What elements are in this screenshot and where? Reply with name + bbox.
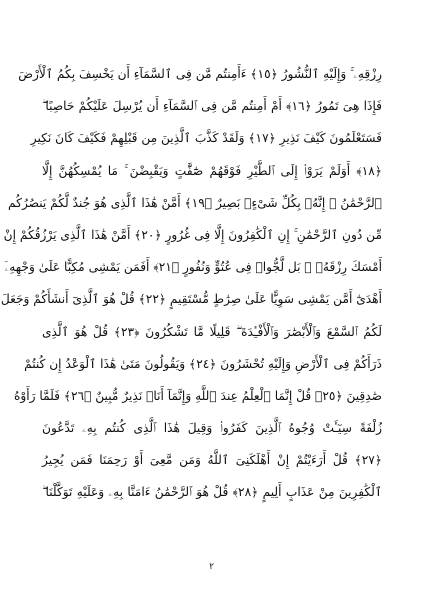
- verse-line: فَسَتَعْلَمُونَ كَيْفَ نَذِيرِ ﴿١٧﴾ وَلَقَدْ كَذَّبَ ٱلَّذِينَ مِن قَبْلِهِمْ فَكَيْفَ كَانَ نَكِيرِ: [30, 131, 382, 146]
- verse-line: ﴿٢٧﴾ قُلْ أَرَءَيْتُمْ إِنْ أَهْلَكَنِىَ ٱللَّهُ وَمَن مَّعِىَ أَوْ رَحِمَنَا فَمَن يُجِيرُ: [42, 453, 382, 468]
- verse-line: مِّن دُونِ ٱلرَّحْمَٰنِ ۚ إِنِ ٱلْكَٰفِرُونَ إِلَّا فِى غُرُورٍ ﴿٢٠﴾ أَمَّنْ هَٰذَا ٱلَّذِى يَرْزُقُكُمْ إِنْ: [3, 227, 382, 242]
- quran-text-block: [0, 58, 382, 509]
- verse-line: ٱلرَّحْمَٰنُ ۚ إِنَّهُۥ بِكُلِّ شَىْءٍۭ بَصِيرٌ ﴿١٩﴾ أَمَّنْ هَٰذَا ٱلَّذِى هُوَ جُندٌ لَّكُمْ يَنصُرُكُم: [8, 195, 382, 210]
- verse-line: زُلْفَةً سِيٓـَٔتْ وُجُوهُ ٱلَّذِينَ كَفَرُوا۟ وَقِيلَ هَٰذَا ٱلَّذِى كُنتُم بِهِۦ تَدَّعُونَ: [42, 421, 382, 436]
- verse-line: صَٰدِقِينَ ﴿٢٥﴾ قُلْ إِنَّمَا ٱلْعِلْمُ عِندَ ٱللَّهِ وَإِنَّمَآ أَنَا۠ نَذِيرٌ مُّبِينٌ ﴿٢٦﴾ فَلَمَّا رَأَوْهُ: [13, 388, 382, 403]
- page-number: ٢: [209, 562, 214, 572]
- verse-line: لَكُمُ ٱلسَّمْعَ وَٱلْأَبْصَٰرَ وَٱلْأَفْـِٔدَةَ ۖ قَلِيلًا مَّا تَشْكُرُونَ ﴿٢٣﴾ قُلْ هُوَ ٱلَّذِى: [42, 324, 382, 339]
- verse-line: أَهْدَىٰٓ أَمَّن يَمْشِى سَوِيًّا عَلَىٰ صِرَٰطٍ مُّسْتَقِيمٍ ﴿٢٢﴾ قُلْ هُوَ ٱلَّذِىٓ أَنشَأَكُمْ وَجَعَلَ: [0, 292, 382, 307]
- verse-line: ذَرَأَكُمْ فِى ٱلْأَرْضِ وَإِلَيْهِ تُحْشَرُونَ ﴿٢٤﴾ وَيَقُولُونَ مَتَىٰ هَٰذَا ٱلْوَعْدُ إِن كُنتُمْ: [24, 356, 382, 371]
- verse-line: رِزْقِهِۦ ۚ وَإِلَيْهِ ٱلنُّشُورُ ﴿١٥﴾ ءَأَمِنتُم مَّن فِى ٱلسَّمَآءِ أَن يَخْسِفَ بِكُمُ ٱلْأَرْضَ: [18, 67, 382, 81]
- verse-line: ٱلْكَٰفِرِينَ مِنْ عَذَابٍ أَلِيمٍ ﴿٢٨﴾ قُلْ هُوَ ٱلرَّحْمَٰنُ ءَامَنَّا بِهِۦ وَعَلَيْهِ تَوَكَّلْنَا ۖ: [42, 485, 382, 500]
- verse-line: أَمْسَكَ رِزْقَهُۥ ۚ بَل لَّجُّوا۟ فِى عُتُوٍّ وَنُفُورٍ ﴿٢١﴾ أَفَمَن يَمْشِى مُكِبًّا عَلَىٰ وَجْهِهِۦٓ: [4, 260, 382, 275]
- verse-line: ﴿١٨﴾ أَوَلَمْ يَرَوْا۟ إِلَى ٱلطَّيْرِ فَوْقَهُمْ صَٰٓفَّٰتٍ وَيَقْبِضْنَ ۚ مَا يُمْسِكُهُنَّ إِلَّا: [42, 163, 382, 178]
- verse-line: فَإِذَا هِىَ تَمُورُ ﴿١٦﴾ أَمْ أَمِنتُم مَّن فِى ٱلسَّمَآءِ أَن يُرْسِلَ عَلَيْكُمْ حَاصِبًا ۖ: [42, 99, 382, 114]
